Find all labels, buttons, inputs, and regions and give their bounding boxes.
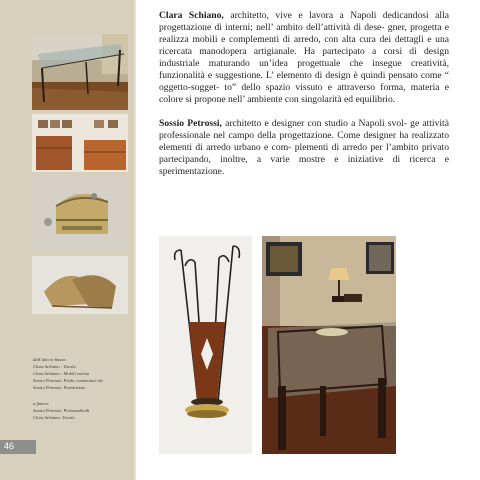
caption-line: Clara Schiano: Tavolo xyxy=(33,415,75,420)
bio-line: alta cura dei dettagli e una ricercata manodopera artigianale. xyxy=(159,34,449,57)
bio-line: gner, progetta e realizza mobili e complementi di arredo, con xyxy=(159,22,449,45)
biography-text xyxy=(159,10,449,178)
bio-line: architetto, vive e lavora a Napoli dedicandosi xyxy=(230,10,429,21)
kitchen-illustration xyxy=(32,114,128,172)
bio-line: Come designer ha realizzato elementi di arredo urbano e com- xyxy=(159,130,449,153)
bio-paragraph-schiano xyxy=(159,10,449,106)
photo-glass-table xyxy=(262,236,396,454)
magazine-rack-illustration xyxy=(32,256,128,314)
photo-umbrella-stand xyxy=(159,236,252,454)
bio-line: architetto e designer con studio a Napoli svol- xyxy=(225,118,407,129)
caption-line: Sossio Petrossi: Frido, contenitore da xyxy=(33,378,103,383)
bio-name: Sossio Petrossi, xyxy=(159,118,222,129)
photo-frido-container xyxy=(32,176,128,250)
bio-line: plementi di arredo per l’ambito privato partecipando, inoltre, xyxy=(159,142,449,165)
bio-line: to” dello spazio vissuto e attraverso forma, materia e colore si xyxy=(159,82,449,105)
sidebar-strip xyxy=(0,0,24,480)
photo-table-schiano xyxy=(32,34,128,110)
caption-group-side xyxy=(33,400,131,421)
column-divider xyxy=(134,0,136,480)
page-number: 46 xyxy=(4,441,15,451)
photo-kitchen-schiano xyxy=(32,114,128,172)
container-illustration xyxy=(32,176,128,250)
photo-portariviste xyxy=(32,256,128,314)
bio-paragraph-petrossi xyxy=(159,118,449,178)
caption-line: Clara Schiano : Mobili cucina xyxy=(33,371,90,376)
caption-line: Sossio Petrossi: Portariviste xyxy=(33,385,86,390)
bio-line: Ha partecipato a corsi di design industriale maturando un’idea xyxy=(159,46,450,69)
bio-line: propone nell’ ambiente con singolarità ed equilibrio. xyxy=(194,94,396,105)
table-illustration xyxy=(32,34,128,110)
bio-line: a varie mostre e iniziative di ricerca e sperimentazione. xyxy=(159,154,450,177)
caption-line: a fianco: xyxy=(33,401,50,406)
bio-name: Clara Schiano, xyxy=(159,10,224,21)
caption-line: Clara Schiano : Tavolo xyxy=(33,364,76,369)
bio-line: progettuale che insegue creatività, funzionalità e suggestione. xyxy=(159,58,449,81)
bio-line: L’ elemento di design è quindi pensato come “ oggetto-sogget- xyxy=(159,70,449,93)
page-number-box xyxy=(0,440,36,454)
bio-line: alla progettazione di interni; nell’ ambito dell’attività di dese- xyxy=(159,10,449,33)
caption-line: dall’alto in basso: xyxy=(33,357,67,362)
caption-group-top xyxy=(33,356,131,391)
umbrella-stand-illustration xyxy=(159,236,252,454)
caption-line: Sossio Petrossi: Portaombrelli xyxy=(33,408,90,413)
glass-table-illustration xyxy=(262,236,396,454)
bio-line: ge attività professionale nel campo della progettazione. xyxy=(159,118,449,141)
